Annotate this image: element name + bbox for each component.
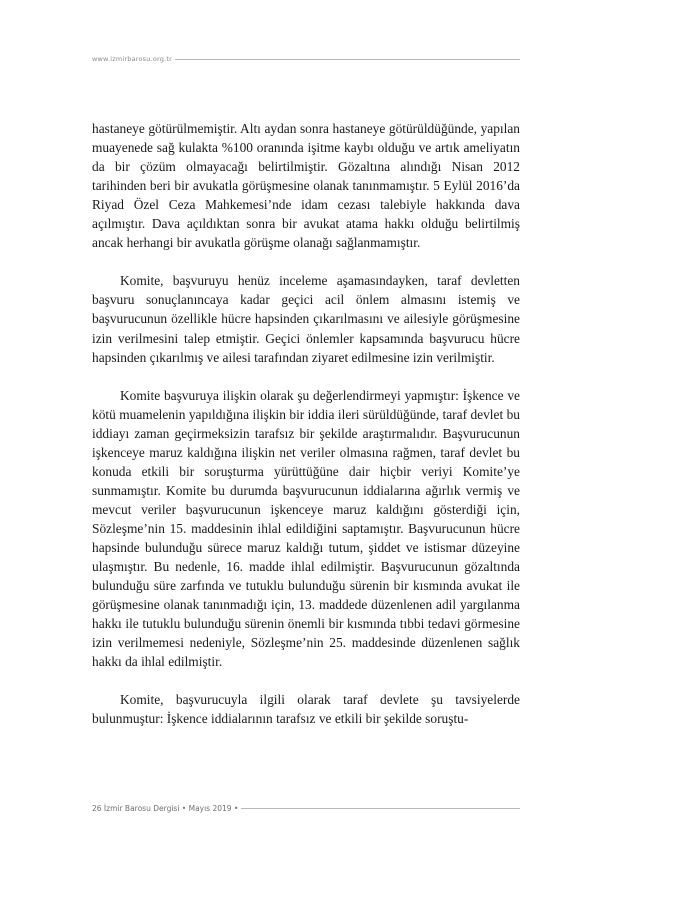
page-header — [92, 52, 520, 66]
header-rule — [175, 59, 520, 60]
body-text-area — [92, 119, 520, 811]
paragraph: Komite başvuruya ilişkin olarak şu değerlendirmeyi yapmıştır: İşkence ve kötü muamelenin yapıldığına ilişkin bir iddia ileri sürüldüğünde, taraf devlet bu iddiayı zaman geçirmeksizin tarafsız bir şekilde araştırmalıdır. Başvurucunun işkenceye maruz kaldığına ilişkin net veriler olmasına rağmen, taraf devlet bu konuda etkili bir soruşturma yürüttüğüne dair hiçbir veriyi Komite’ye sunmamıştır. Komite bu durumda başvurucunun iddialarına ağırlık vermiş ve mevcut veriler başvurucunun işkenceye maruz kaldığını gösterdiği için, Sözleşme’nin 15. maddesinin ihlal edildiğini saptamıştır. Başvurucunun hücre hapsinde bulunduğu sürece maruz kaldığı tutum, şiddet ve istismar düzeyine ulaşmıştır. Bu nedenle, 16. madde ihlal edilmiştir. Başvurucunun gözaltında bulunduğu süre zarfında ve tutuklu bulunduğu sürenin bir kısmında avukat ile görüşmesine olanak tanınmadığı için, 13. maddede düzenlenen adil yargılanma hakkı ile tutuklu bulunduğu sürenin önemli bir kısmında tıbbi tedavi görmesine izin verilmemesi nedeniyle, Sözleşme’nin 25. maddesinde düzenlenen sağlık hakkı da ihlal edilmiştir. — [92, 387, 520, 670]
paragraph: Komite, başvuruyu henüz inceleme aşamasındayken, taraf devletten başvuru sonuçlanıncaya kadar geçici acil önlem almasını istemiş ve başvurucunun özellikle hücre hapsinden çıkarılmasını ve ailesiyle görüşmesine izin verilmesini talep etmiştir. Geçici önlemler kapsamında başvurucu hücre hapsinden çıkarılmış ve ailesi tarafından ziyaret edilmesine izin verilmiştir. — [92, 273, 520, 365]
footer-rule — [241, 808, 520, 809]
header-url: www.izmirbarosu.org.tr — [92, 55, 172, 63]
page-footer — [92, 801, 520, 815]
body-text — [92, 119, 520, 729]
paragraph: Komite, başvurucuyla ilgili olarak taraf devlete şu tavsiyelerde bulunmuştur: İşkence iddialarının tarafsız ve etkili bir şekilde soruştu- — [92, 692, 520, 727]
paragraph: hastaneye götürülmemiştir. Altı aydan sonra hastaneye götürüldüğünde, yapılan muayenede sağ kulakta %100 oranında işitme kaybı olduğu ve artık ameliyatın da bir çözüm olmayacağı belirtilmiştir. Gözaltına alındığı Nisan 2012 tarihinden beri bir avukatla görüşmesine olanak tanınmamıştır. 5 Eylül 2016’da Riyad Özel Ceza Mahkemesi’nde idam cezası talebiyle hakkında dava açılmıştır. Dava açıldıktan sonra bir avukat atama hakkı olduğu belirtilmiş ancak herhangi bir avukatla görüşme olanağı sağlanmamıştır. — [92, 121, 520, 251]
footer-text: 26 İzmir Barosu Dergisi • Mayıs 2019 • — [92, 803, 239, 813]
